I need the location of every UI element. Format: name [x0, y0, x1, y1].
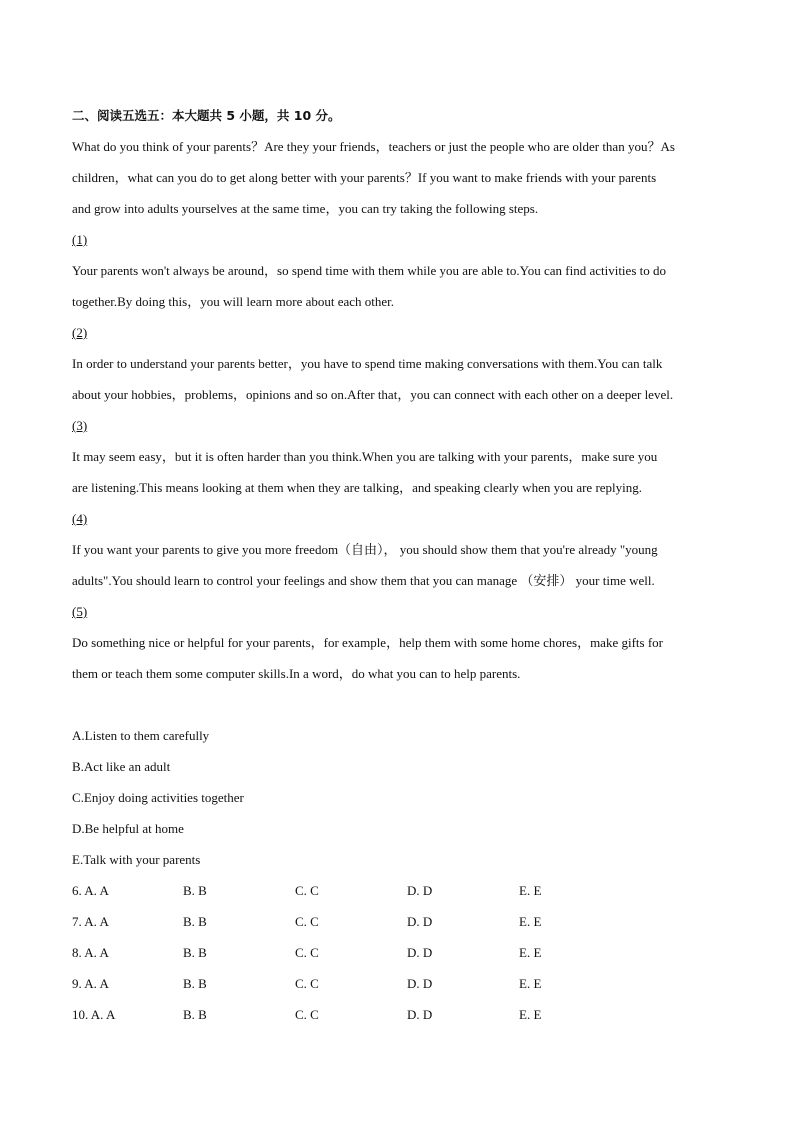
step-line: Do something nice or helpful for your parents，for example，help them with some home chores，make gifts for: [72, 635, 663, 650]
exam-page: [72, 100, 732, 1030]
blank-marker-4: (4): [72, 511, 88, 526]
choice[interactable]: C. C: [295, 883, 319, 898]
question-row: [72, 937, 732, 968]
intro-line: and grow into adults yourselves at the same time，you can try taking the following steps.: [72, 201, 539, 216]
section-heading: 二、阅读五选五：本大题共 5 小题，共 10 分。: [72, 108, 341, 123]
step-line: It may seem easy，but it is often harder than you think.When you are talking with your parents，make sure you: [72, 449, 658, 464]
intro-paragraph: [72, 131, 732, 224]
question-label[interactable]: 10. A. A: [72, 1007, 116, 1022]
choice[interactable]: C. C: [295, 945, 319, 960]
spacer: [72, 689, 732, 720]
choice[interactable]: D. D: [407, 883, 433, 898]
choice[interactable]: C. C: [295, 914, 319, 929]
step-line: them or teach them some computer skills.In a word，do what you can to help parents.: [72, 666, 521, 681]
blank-marker-1: (1): [72, 232, 88, 247]
step-1: [72, 224, 732, 317]
question-label[interactable]: 9. A. A: [72, 976, 109, 991]
choice[interactable]: B. B: [183, 1007, 207, 1022]
option-list: [72, 720, 732, 875]
step-line: Your parents won't always be around，so spend time with them while you are able to.You can find activities to do: [72, 263, 666, 278]
question-row: [72, 906, 732, 937]
question-row: [72, 999, 732, 1030]
question-label[interactable]: 7. A. A: [72, 914, 109, 929]
choice[interactable]: E. E: [519, 1007, 542, 1022]
step-2: [72, 317, 732, 410]
question-label[interactable]: 8. A. A: [72, 945, 109, 960]
choice[interactable]: C. C: [295, 1007, 319, 1022]
choice[interactable]: B. B: [183, 976, 207, 991]
question-label[interactable]: 6. A. A: [72, 883, 109, 898]
step-line: adults".You should learn to control your feelings and show them that you can manage （安排） your time well.: [72, 573, 655, 588]
step-3: [72, 410, 732, 503]
choice[interactable]: C. C: [295, 976, 319, 991]
option-item: E.Talk with your parents: [72, 852, 201, 867]
choice[interactable]: B. B: [183, 945, 207, 960]
option-item: A.Listen to them carefully: [72, 728, 210, 743]
choice[interactable]: D. D: [407, 914, 433, 929]
choice[interactable]: D. D: [407, 976, 433, 991]
choice[interactable]: B. B: [183, 914, 207, 929]
choice[interactable]: D. D: [407, 1007, 433, 1022]
blank-marker-2: (2): [72, 325, 88, 340]
option-item: B.Act like an adult: [72, 759, 171, 774]
intro-line: children，what can you do to get along better with your parents？If you want to make friends with your parents: [72, 170, 657, 185]
intro-line: What do you think of your parents？Are they your friends，teachers or just the people who are older than you？As: [72, 139, 675, 154]
option-item: C.Enjoy doing activities together: [72, 790, 244, 805]
step-line: together.By doing this，you will learn more about each other.: [72, 294, 395, 309]
option-item: D.Be helpful at home: [72, 821, 184, 836]
step-line: If you want your parents to give you more freedom（自由）， you should show them that you're already "young: [72, 542, 658, 557]
question-row: [72, 875, 732, 906]
step-line: are listening.This means looking at them when they are talking，and speaking clearly when you are replying.: [72, 480, 643, 495]
choice[interactable]: B. B: [183, 883, 207, 898]
choice[interactable]: E. E: [519, 976, 542, 991]
choice[interactable]: E. E: [519, 914, 542, 929]
blank-marker-3: (3): [72, 418, 88, 433]
blank-marker-5: (5): [72, 604, 88, 619]
step-4: [72, 503, 732, 596]
choice[interactable]: E. E: [519, 883, 542, 898]
choice[interactable]: D. D: [407, 945, 433, 960]
choice[interactable]: E. E: [519, 945, 542, 960]
question-row: [72, 968, 732, 999]
answer-grid: [72, 875, 732, 1030]
step-5: [72, 596, 732, 689]
step-line: about your hobbies，problems，opinions and so on.After that，you can connect with each other on a deeper level.: [72, 387, 674, 402]
step-line: In order to understand your parents better，you have to spend time making conversations with them.You can talk: [72, 356, 663, 371]
